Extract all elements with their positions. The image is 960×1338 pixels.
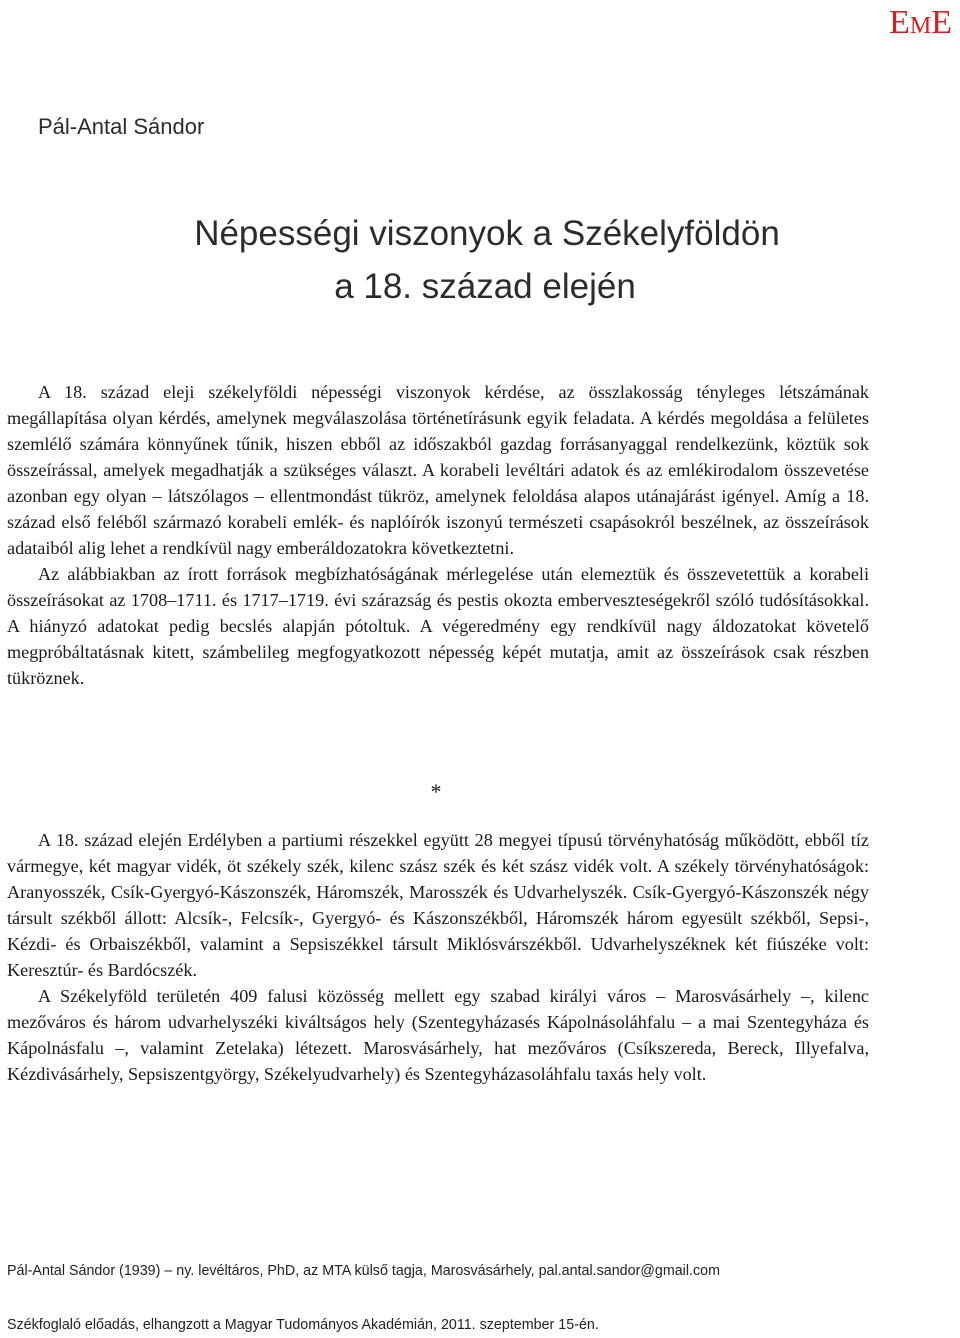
author-footnote: Pál-Antal Sándor (1939) – ny. levéltáros, PhD, az MTA külső tagja, Marosvásárhely, pal.antal.sandor@gmail.com — [7, 1263, 721, 1279]
main-section — [7, 827, 869, 1087]
title-line-1: Népességi viszonyok a Székelyföldön — [194, 214, 780, 253]
logo-letter-3: E — [931, 4, 952, 41]
logo-letter-1: E — [889, 4, 910, 41]
logo-letter-2: M — [909, 13, 932, 39]
paragraph: A 18. század elején Erdélyben a partiumi részekkel együtt 28 megyei típusú törvényhatóság működött, ebből tíz vármegye, két magyar vidék, öt székely szék, kilenc szász szék és két szász vidék volt. A székely törvényhatóságok: Aranyosszék, Csík-Gyergyó-Kászonszék, Háromszék, Marosszék és Udvarhelyszék. Csík-Gyergyó-Kászonszék négy társult székből állott: Alcsík-, Felcsík-, Gyergyó- és Kászonszékből, Háromszék három egyesült székből, Sepsi-, Kézdi- és Orbaiszékből, valamint a Sepsiszékkel társult Miklósvárszékből. Udvarhelyszéknek két fiúszéke volt: Keresztúr- és Bardócszék. — [7, 830, 869, 980]
journal-logo — [889, 6, 952, 40]
paragraph: A Székelyföld területén 409 falusi közösség mellett egy szabad királyi város – Marosvásárhely –, kilenc mezőváros és három udvarhelyszéki kiváltságos hely (Szentegyházasés Kápolnásoláhfalu – a mai Szentegyháza és Kápolnásfalu –, valamint Zetelaka) létezett. Marosvásárhely, hat mezőváros (Csíkszereda, Bereck, Illyefalva, Kézdivásárhely, Sepsiszentgyörgy, Székelyudvarhely) és Szentegyházasoláhfalu taxás hely volt. — [7, 986, 869, 1084]
page-footer: Székfoglaló előadás, elhangzott a Magyar Tudományos Akadémián, 2011. szeptember 15-én. — [7, 1317, 599, 1333]
title-line-2: a 18. század elején — [334, 267, 636, 306]
author-name: Pál-Antal Sándor — [38, 114, 205, 139]
paragraph: Az alábbiakban az írott források megbízhatóságának mérlegelése után elemeztük és összevetettük a korabeli összeírásokat az 1708–1711. és 1717–1719. évi szárazság és pestis okozta emberveszteségekről szóló tudósításokkal. A hiányzó adatokat pedig becslés alapján pótoltuk. A végeredmény egy rendkívül nagy áldozatokat követelő megpróbáltatásnak kitett, számbelileg megfogyatkozott népesség képét mutatja, amit az összeírások csak részben tükröznek. — [7, 564, 869, 688]
paragraph: A 18. század eleji székelyföldi népességi viszonyok kérdése, az összlakosság tényleges létszámának megállapítása olyan kérdés, amelynek megválaszolása történetírásunk egyik feladata. A kérdés megoldása a felületes szemlélő számára könnyűnek tűnik, hiszen ebből az időszakból gazdag forrásanyaggal rendelkezünk, köztük sok összeírással, amelyek megadhatják a szükséges választ. A korabeli levéltári adatok és az emlékirodalom összevetése azonban egy olyan – látszólagos – ellentmondást tükröz, amelynek feloldása alapos utánajárást igényel. Amíg a 18. század első feléből származó korabeli emlék- és naplóírók iszonyú természeti csapásokról beszélnek, az összeírások adataiból alig lehet a rendkívül nagy emberáldozatokra következtetni. — [7, 382, 869, 558]
intro-section — [7, 379, 869, 691]
article-title — [0, 207, 960, 313]
section-separator: * — [430, 779, 442, 804]
